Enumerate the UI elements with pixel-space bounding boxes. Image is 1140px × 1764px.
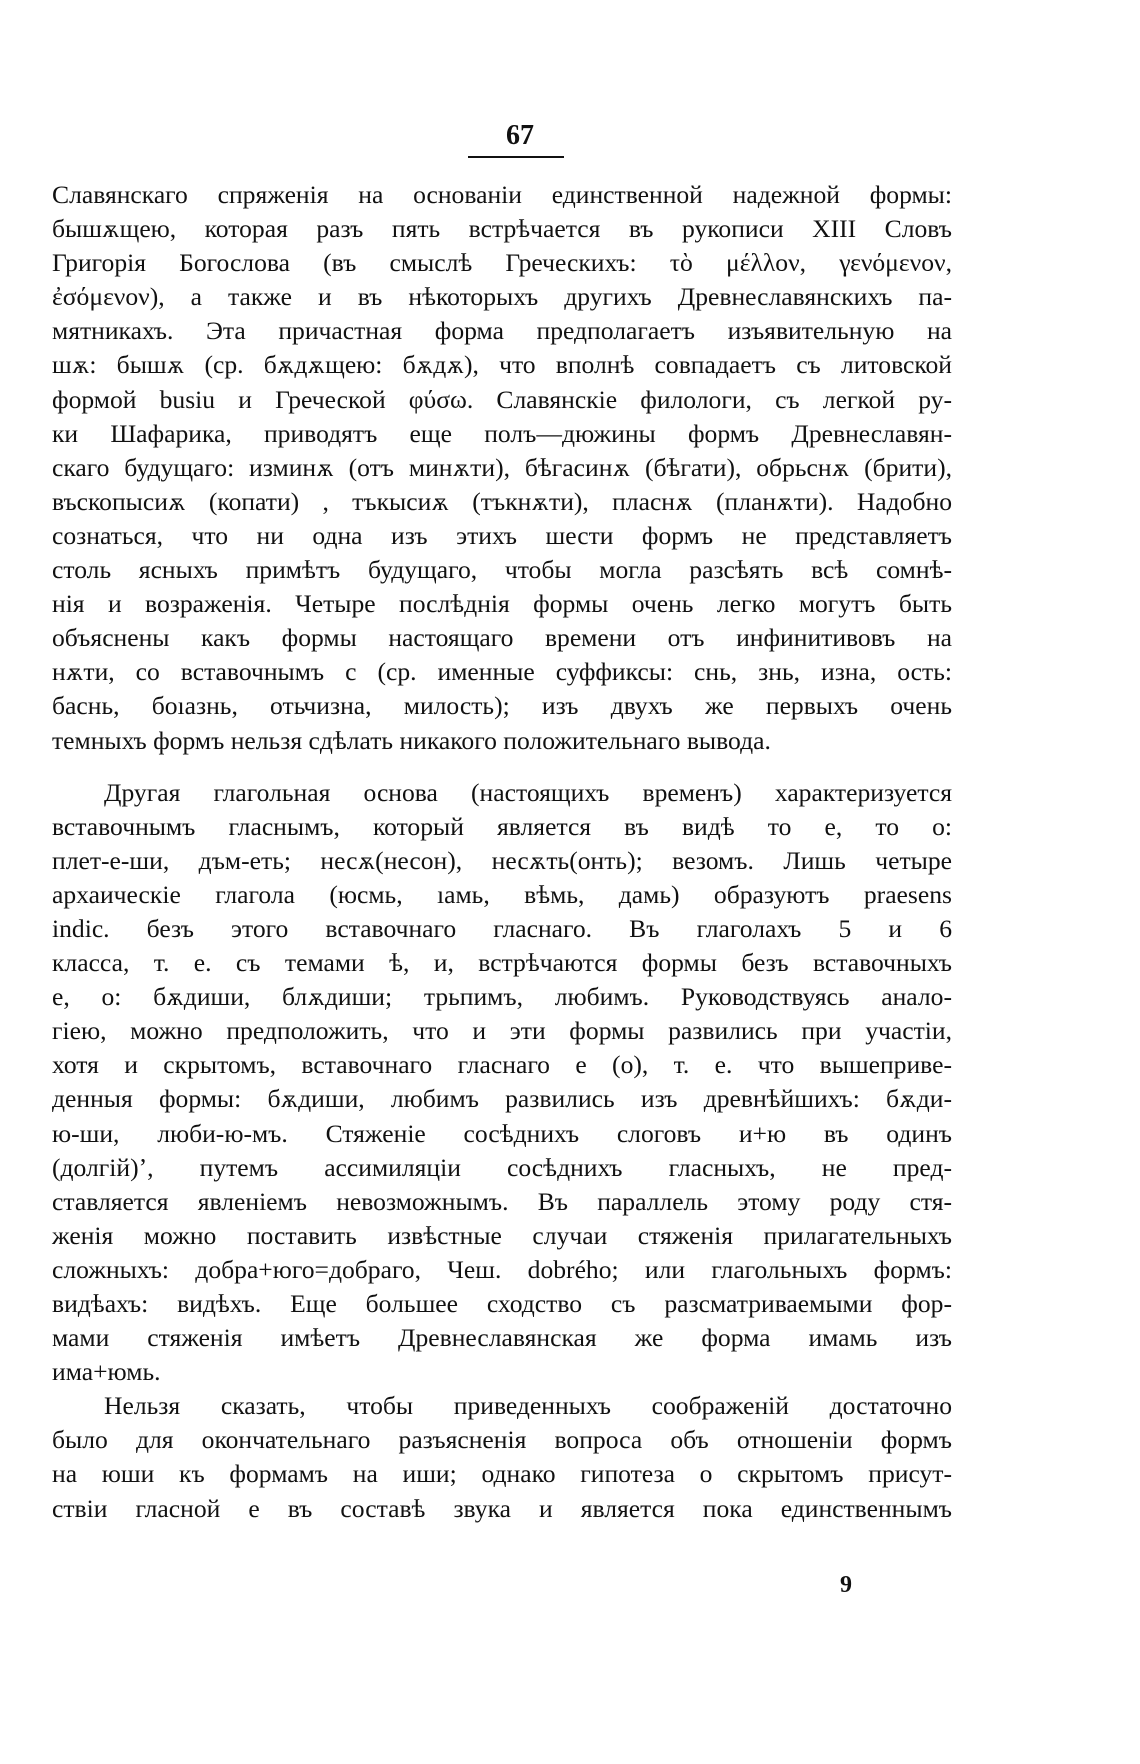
text-line: сознаться, что ни одна изъ этихъ шести формъ не представляетъ [52, 520, 952, 550]
text-line: формой busiu и Греческой φύσω. Славянскіе филологи, съ легкой ру- [52, 384, 952, 414]
text-line: бышѫщею, которая разъ пять встрѣчается въ рукописи XIII Словъ [52, 214, 952, 244]
text-line: сложныхъ: добра+юго=добраго, Чеш. dobrého; или глагольныхъ формъ: [52, 1254, 952, 1284]
body-text [52, 178, 952, 1526]
text-line: объяснены какъ формы настоящаго времени отъ инфинитивовъ на [52, 623, 952, 653]
paragraph-1 [52, 178, 952, 758]
signature-mark: 9 [840, 1572, 852, 1598]
text-line: плет-е-ши, дъм-еть; несѫ(несон), несѫть(онть); везомъ. Лишь четыре [52, 845, 952, 875]
text-line: денныя формы: бѫдиши, любимъ развились изъ древнѣйшихъ: бѫди- [52, 1084, 952, 1114]
text-line: (долгій)ʼ, путемъ ассимиляціи сосѣднихъ гласныхъ, не пред- [52, 1152, 952, 1182]
text-line: мами стяженія имѣетъ Древнеславянская же форма имамь изъ [52, 1323, 952, 1353]
text-line: ствіи гласной е въ составѣ звука и является пока единственнымъ [52, 1493, 952, 1523]
text-line: ставляется явленіемъ невозможнымъ. Въ параллель этому роду стя- [52, 1186, 952, 1216]
text-line: Нельзя сказать, чтобы приведенныхъ соображеній достаточно [104, 1391, 952, 1421]
text-line: скаго будущаго: изминѫ (отъ минѫти), бѣгасинѫ (бѣгати), обрьснѫ (брити), [52, 452, 952, 482]
text-line: на юши къ формамъ на иши; однако гипотеза о скрытомъ присут- [52, 1459, 952, 1489]
text-line: видѣахъ: видѣхъ. Еще большее сходство съ разсматриваемыми фор- [52, 1289, 952, 1318]
text-line: ю-ши, люби-ю-мъ. Стяженіе сосѣднихъ слоговъ и+ю въ одинъ [52, 1118, 952, 1148]
text-line: Григорія Богослова (въ смыслѣ Греческихъ: τὸ μέλλον, γενόμενον, [52, 248, 952, 278]
text-line: мятникахъ. Эта причастная форма предполагаетъ изъявительную на [52, 316, 952, 346]
text-line: въскопысиѫ (копати) , тъкысиѫ (тъкнѫти), пласнѫ (планѫти). Надобно [52, 486, 952, 516]
text-line: женія можно поставить извѣстные случаи стяженія прилагательныхъ [52, 1220, 952, 1250]
text-line: ἐσόμενον), а также и въ нѣкоторыхъ другихъ Древнеславянскихъ па- [52, 282, 952, 312]
text-line: нія и возраженія. Четыре послѣднія формы очень легко могутъ быть [52, 589, 952, 619]
text-line: баснь, боıазнь, отьчизна, милость); изъ двухъ же первыхъ очень [52, 691, 952, 721]
text-line: архаическіе глагола (юсмь, ıамь, вѣмь, дамь) образуютъ praesens [52, 879, 952, 909]
text-line: хотя и скрытомъ, вставочнаго гласнаго е (о), т. е. что вышеприве- [52, 1050, 952, 1080]
text-line: Другая глагольная основа (настоящихъ временъ) характеризуется [104, 777, 952, 807]
text-line: столь ясныхъ примѣтъ будущаго, чтобы могла разсѣять всѣ сомнѣ- [52, 555, 952, 585]
text-line: класса, т. е. съ темами ѣ, и, встрѣчаются формы безъ вставочныхъ [52, 948, 952, 978]
text-line: шѫ: бышѫ (ср. бѫдѫщею: бѫдѫ), что вполнѣ совпадаетъ съ литовской [52, 350, 952, 380]
page-number: 67 [506, 120, 534, 151]
text-line: гіею, можно предположить, что и эти формы развились при участіи, [52, 1016, 952, 1046]
text-line: е, о: бѫдиши, блѫдиши; трьпимъ, любимъ. Руководствуясь анало- [52, 982, 952, 1012]
text-line: нѫти, со вставочнымъ с (ср. именные суффиксы: снь, знь, изна, ость: [52, 657, 952, 687]
header-rule [468, 156, 564, 158]
paragraph-2 [52, 776, 952, 1390]
text-line: было для окончательнаго разъясненія вопроса объ отношеніи формъ [52, 1425, 952, 1455]
text-line: вставочнымъ гласнымъ, который является въ видѣ то е, то о: [52, 811, 952, 841]
text-line: Славянскаго спряженія на основаніи единственной надежной формы: [52, 180, 952, 209]
paragraph-3 [52, 1389, 952, 1525]
text-line: темныхъ формъ нельзя сдѣлать никакого положительнаго вывода. [52, 725, 771, 755]
text-line: indic. безъ этого вставочнаго гласнаго. Въ глаголахъ 5 и 6 [52, 913, 952, 943]
text-line: има+юмь. [52, 1357, 161, 1387]
text-line: ки Шафарика, приводятъ еще полъ—дюжины формъ Древнеславян- [52, 418, 952, 448]
